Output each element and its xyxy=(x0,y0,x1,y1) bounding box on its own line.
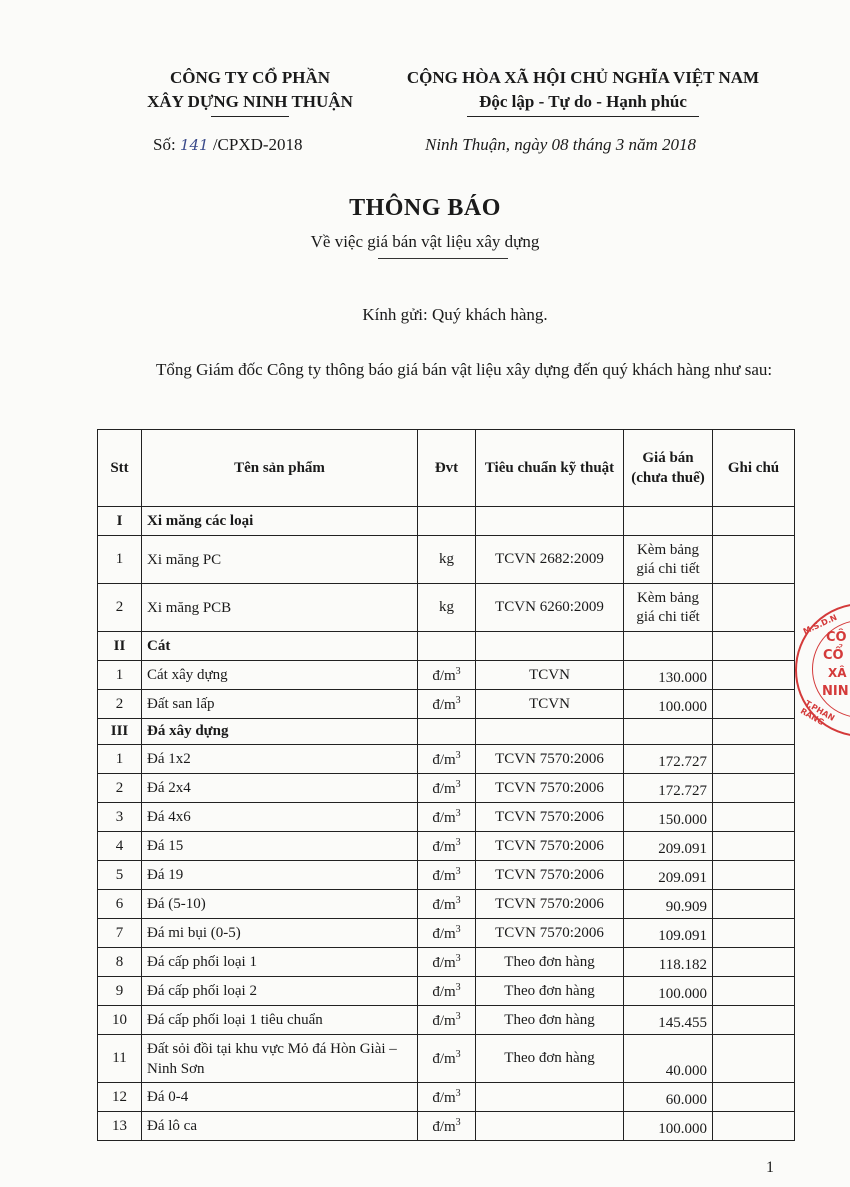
row-price: Kèm bảng giá chi tiết xyxy=(624,584,713,632)
unit-superscript: 3 xyxy=(455,694,461,706)
unit-superscript: 3 xyxy=(455,1049,461,1060)
row-unit-text: đ/m xyxy=(432,1118,456,1135)
row-price: 90.909 xyxy=(624,890,713,919)
section-stt: I xyxy=(98,507,142,536)
row-unit-text: đ/m xyxy=(432,983,456,1000)
row-unit xyxy=(418,890,476,919)
unit-superscript: 3 xyxy=(455,665,461,677)
row-standard: TCVN 7570:2006 xyxy=(476,832,624,861)
table-row xyxy=(98,1112,795,1141)
row-unit-text: đ/m xyxy=(432,667,456,684)
row-price: 172.727 xyxy=(624,745,713,774)
unit-superscript: 3 xyxy=(455,865,461,877)
row-note xyxy=(713,661,795,690)
row-stt: 4 xyxy=(98,832,142,861)
section-row xyxy=(98,507,795,536)
row-unit xyxy=(418,861,476,890)
row-price: 40.000 xyxy=(624,1035,713,1083)
section-row xyxy=(98,719,795,745)
section-row xyxy=(98,632,795,661)
row-stt: 9 xyxy=(98,977,142,1006)
row-stt: 7 xyxy=(98,919,142,948)
row-stt: 8 xyxy=(98,948,142,977)
row-unit xyxy=(418,919,476,948)
unit-superscript: 3 xyxy=(455,1116,461,1128)
row-unit xyxy=(418,803,476,832)
row-unit-text: đ/m xyxy=(432,751,456,768)
national-motto: Độc lập - Tự do - Hạnh phúc xyxy=(479,92,687,111)
row-unit xyxy=(418,832,476,861)
row-product-name: Đất sỏi đồi tại khu vực Mỏ đá Hòn Giài – Ninh Sơn xyxy=(142,1035,418,1083)
row-note xyxy=(713,774,795,803)
section-stt: III xyxy=(98,719,142,745)
stamp-text-mid4: NIN xyxy=(822,684,849,699)
table-row xyxy=(98,690,795,719)
row-note xyxy=(713,690,795,719)
row-unit xyxy=(418,745,476,774)
table-row xyxy=(98,774,795,803)
table-row xyxy=(98,919,795,948)
stamp-text-bottom: T.PHAN RANG xyxy=(798,698,837,728)
section-name: Cát xyxy=(142,632,418,661)
empty-cell xyxy=(418,632,476,661)
row-stt: 2 xyxy=(98,774,142,803)
row-note xyxy=(713,861,795,890)
row-stt: 1 xyxy=(98,661,142,690)
row-product-name: Đá 1x2 xyxy=(142,745,418,774)
empty-cell xyxy=(713,507,795,536)
row-unit xyxy=(418,661,476,690)
row-price: 100.000 xyxy=(624,977,713,1006)
row-note xyxy=(713,584,795,632)
empty-cell xyxy=(418,507,476,536)
row-unit-text: đ/m xyxy=(432,696,456,713)
row-stt: 11 xyxy=(98,1035,142,1083)
unit-superscript: 3 xyxy=(455,749,461,761)
company-name-line1: CÔNG TY CỔ PHẦN xyxy=(169,68,331,87)
empty-cell xyxy=(418,719,476,745)
document-subtitle: Về việc giá bán vật liệu xây dựng xyxy=(310,232,540,251)
section-stt: II xyxy=(98,632,142,661)
table-row xyxy=(98,745,795,774)
row-price: 172.727 xyxy=(624,774,713,803)
row-product-name: Đá mi bụi (0-5) xyxy=(142,919,418,948)
header-standard: Tiêu chuẩn kỹ thuật xyxy=(476,430,624,507)
row-unit xyxy=(418,1083,476,1112)
stamp-text-mid3: XÂ xyxy=(828,666,847,680)
price-table xyxy=(97,429,795,1141)
table-row xyxy=(98,661,795,690)
national-header-underline xyxy=(467,116,699,117)
row-note xyxy=(713,536,795,584)
table-row xyxy=(98,1035,795,1083)
row-product-name: Đá 0-4 xyxy=(142,1083,418,1112)
national-title: CỘNG HÒA XÃ HỘI CHỦ NGHĨA VIỆT NAM xyxy=(406,68,760,87)
row-price: 100.000 xyxy=(624,690,713,719)
header-unit: Đvt xyxy=(418,430,476,507)
row-note xyxy=(713,919,795,948)
row-price: 100.000 xyxy=(624,1112,713,1141)
row-standard: TCVN 6260:2009 xyxy=(476,584,624,632)
document-number xyxy=(153,135,303,155)
row-standard: Theo đơn hàng xyxy=(476,977,624,1006)
row-product-name: Đá cấp phối loại 1 tiêu chuẩn xyxy=(142,1006,418,1035)
unit-superscript: 3 xyxy=(455,836,461,848)
empty-cell xyxy=(624,632,713,661)
table-header-row xyxy=(98,430,795,507)
row-product-name: Đá 15 xyxy=(142,832,418,861)
row-standard: TCVN 7570:2006 xyxy=(476,774,624,803)
row-standard: Theo đơn hàng xyxy=(476,1035,624,1083)
table-body xyxy=(98,507,795,1141)
row-unit xyxy=(418,536,476,584)
row-stt: 10 xyxy=(98,1006,142,1035)
row-unit xyxy=(418,1112,476,1141)
row-price: 209.091 xyxy=(624,832,713,861)
row-stt: 5 xyxy=(98,861,142,890)
row-unit-text: đ/m xyxy=(432,925,456,942)
unit-superscript: 3 xyxy=(455,1087,461,1099)
row-product-name: Đá 19 xyxy=(142,861,418,890)
row-unit-text: đ/m xyxy=(432,809,456,826)
table-row xyxy=(98,803,795,832)
row-unit-text: đ/m xyxy=(432,780,456,797)
doc-number-suffix: /CPXD-2018 xyxy=(212,135,303,154)
row-standard: TCVN 7570:2006 xyxy=(476,919,624,948)
row-product-name: Đá cấp phối loại 2 xyxy=(142,977,418,1006)
document-date: Ninh Thuận, ngày 08 tháng 3 năm 2018 xyxy=(425,135,697,154)
empty-cell xyxy=(713,632,795,661)
unit-superscript: 3 xyxy=(455,923,461,935)
row-product-name: Xi măng PC xyxy=(142,536,418,584)
empty-cell xyxy=(713,719,795,745)
row-unit xyxy=(418,1006,476,1035)
row-standard: TCVN 7570:2006 xyxy=(476,890,624,919)
row-standard: TCVN xyxy=(476,690,624,719)
row-price: 209.091 xyxy=(624,861,713,890)
stamp-text-mid2: CỔ xyxy=(823,648,844,663)
row-unit xyxy=(418,774,476,803)
table-row xyxy=(98,1083,795,1112)
row-note xyxy=(713,1006,795,1035)
table-row xyxy=(98,977,795,1006)
row-product-name: Cát xây dựng xyxy=(142,661,418,690)
row-stt: 12 xyxy=(98,1083,142,1112)
row-standard: TCVN xyxy=(476,661,624,690)
header-note: Ghi chú xyxy=(713,430,795,507)
unit-superscript: 3 xyxy=(455,778,461,790)
stamp-text-top: M.S.D.N xyxy=(801,612,839,637)
row-unit-text: đ/m xyxy=(432,867,456,884)
row-unit-text: đ/m xyxy=(432,838,456,855)
unit-superscript: 3 xyxy=(455,894,461,906)
empty-cell xyxy=(476,632,624,661)
row-unit-text: đ/m xyxy=(432,1089,456,1106)
company-header xyxy=(100,66,400,117)
company-name-line2: XÂY DỰNG NINH THUẬN xyxy=(147,92,353,111)
row-unit xyxy=(418,584,476,632)
row-price: 130.000 xyxy=(624,661,713,690)
page-number: 1 xyxy=(766,1159,774,1176)
row-note xyxy=(713,948,795,977)
document-title: THÔNG BÁO xyxy=(349,195,501,221)
unit-superscript: 3 xyxy=(455,952,461,964)
header-stt: Stt xyxy=(98,430,142,507)
row-stt: 13 xyxy=(98,1112,142,1141)
unit-superscript: 3 xyxy=(455,1010,461,1022)
row-stt: 2 xyxy=(98,584,142,632)
table-row xyxy=(98,536,795,584)
row-unit-text: đ/m xyxy=(432,1012,456,1029)
row-unit xyxy=(418,977,476,1006)
section-name: Xi măng các loại xyxy=(142,507,418,536)
empty-cell xyxy=(624,507,713,536)
row-stt: 1 xyxy=(98,536,142,584)
row-note xyxy=(713,803,795,832)
row-note xyxy=(713,1112,795,1141)
empty-cell xyxy=(476,719,624,745)
row-price: 145.455 xyxy=(624,1006,713,1035)
row-price: 60.000 xyxy=(624,1083,713,1112)
row-standard: TCVN 7570:2006 xyxy=(476,861,624,890)
row-note xyxy=(713,1083,795,1112)
row-stt: 3 xyxy=(98,803,142,832)
table-row xyxy=(98,861,795,890)
national-header xyxy=(383,66,783,117)
greeting: Kính gửi: Quý khách hàng. xyxy=(362,305,548,324)
row-product-name: Xi măng PCB xyxy=(142,584,418,632)
row-note xyxy=(713,1035,795,1083)
row-note xyxy=(713,745,795,774)
row-stt: 6 xyxy=(98,890,142,919)
table-row xyxy=(98,1006,795,1035)
row-product-name: Đá 2x4 xyxy=(142,774,418,803)
row-unit-text: kg xyxy=(439,599,454,615)
header-price: Giá bán (chưa thuế) xyxy=(624,430,713,507)
row-standard: TCVN 7570:2006 xyxy=(476,803,624,832)
table-row xyxy=(98,832,795,861)
company-stamp xyxy=(790,598,850,743)
row-price: 118.182 xyxy=(624,948,713,977)
unit-superscript: 3 xyxy=(455,807,461,819)
row-product-name: Đá lô ca xyxy=(142,1112,418,1141)
row-standard: Theo đơn hàng xyxy=(476,948,624,977)
table-row xyxy=(98,948,795,977)
row-product-name: Đá 4x6 xyxy=(142,803,418,832)
row-unit xyxy=(418,1035,476,1083)
doc-number-prefix: Số: xyxy=(153,135,176,154)
company-header-underline xyxy=(211,116,289,117)
row-product-name: Đá cấp phối loại 1 xyxy=(142,948,418,977)
row-product-name: Đất san lấp xyxy=(142,690,418,719)
row-stt: 1 xyxy=(98,745,142,774)
row-note xyxy=(713,890,795,919)
section-name: Đá xây dựng xyxy=(142,719,418,745)
doc-number-handwritten: 141 xyxy=(179,136,209,154)
stamp-text-mid1: CÔ xyxy=(826,630,847,645)
row-price: Kèm bảng giá chi tiết xyxy=(624,536,713,584)
subtitle-underline xyxy=(378,258,508,259)
row-unit-text: đ/m xyxy=(432,954,456,971)
row-unit-text: đ/m xyxy=(432,896,456,913)
row-standard: TCVN 7570:2006 xyxy=(476,745,624,774)
row-note xyxy=(713,977,795,1006)
header-name: Tên sản phẩm xyxy=(142,430,418,507)
row-unit-text: kg xyxy=(439,551,454,567)
row-product-name: Đá (5-10) xyxy=(142,890,418,919)
table-row xyxy=(98,584,795,632)
unit-superscript: 3 xyxy=(455,981,461,993)
row-unit xyxy=(418,948,476,977)
row-standard: TCVN 2682:2009 xyxy=(476,536,624,584)
row-price: 109.091 xyxy=(624,919,713,948)
row-note xyxy=(713,832,795,861)
empty-cell xyxy=(624,719,713,745)
row-unit-text: đ/m xyxy=(432,1051,456,1067)
table-row xyxy=(98,890,795,919)
empty-cell xyxy=(476,507,624,536)
row-standard xyxy=(476,1083,624,1112)
row-standard: Theo đơn hàng xyxy=(476,1006,624,1035)
intro-paragraph: Tổng Giám đốc Công ty thông báo giá bán vật liệu xây dựng đến quý khách hàng như sau: xyxy=(156,360,773,379)
row-stt: 2 xyxy=(98,690,142,719)
row-price: 150.000 xyxy=(624,803,713,832)
row-standard xyxy=(476,1112,624,1141)
row-unit xyxy=(418,690,476,719)
